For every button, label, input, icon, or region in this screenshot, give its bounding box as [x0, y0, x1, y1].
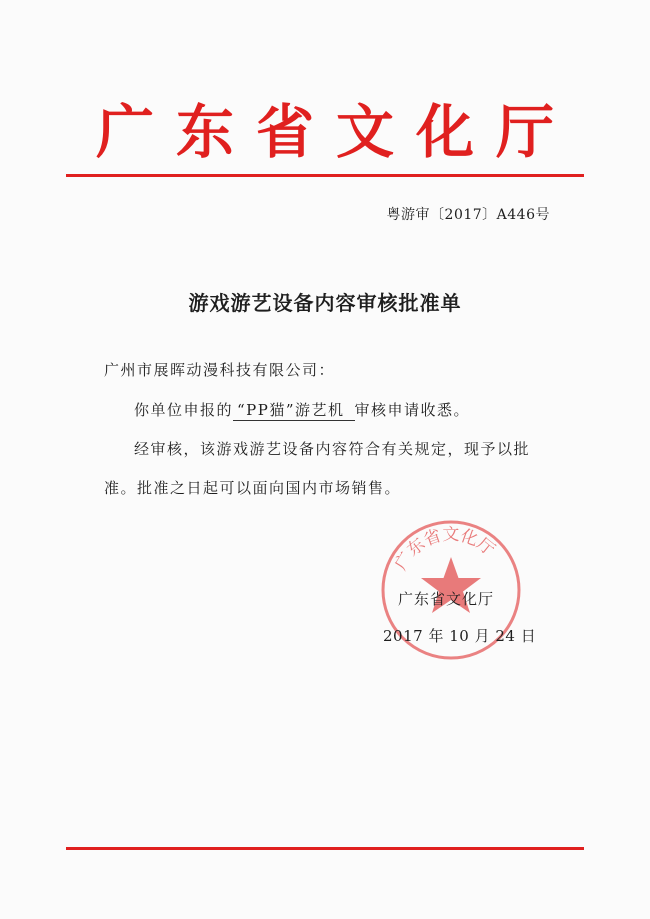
svg-text:广东省文化厅	[391, 525, 498, 574]
footer-divider	[66, 847, 584, 850]
approval-line-1: 经审核，该游戏游艺设备内容符合有关规定，现予以批	[134, 440, 531, 458]
recipient-line: 广州市展晖动漫科技有限公司：	[104, 361, 336, 379]
approval-line-2: 准。批准之日起可以面向国内市场销售。	[104, 479, 402, 497]
notice-prefix: 你单位申报的	[134, 401, 234, 419]
letterhead-title: 广东省文化厅	[95, 98, 576, 166]
document-title: 游戏游艺设备内容审核批准单	[188, 291, 462, 315]
notice-paragraph	[134, 399, 594, 421]
signature-issuer: 广东省文化厅	[398, 590, 495, 608]
product-name: “PP猫”游艺机	[233, 400, 355, 421]
document-number: 粤游审〔2017〕A446号	[386, 207, 550, 223]
notice-suffix: 审核申请收悉。	[354, 401, 471, 419]
header-divider	[66, 174, 584, 177]
seal-text: 广东省文化厅	[391, 524, 499, 574]
issue-date: 2017 年 10 月 24 日	[383, 627, 537, 645]
